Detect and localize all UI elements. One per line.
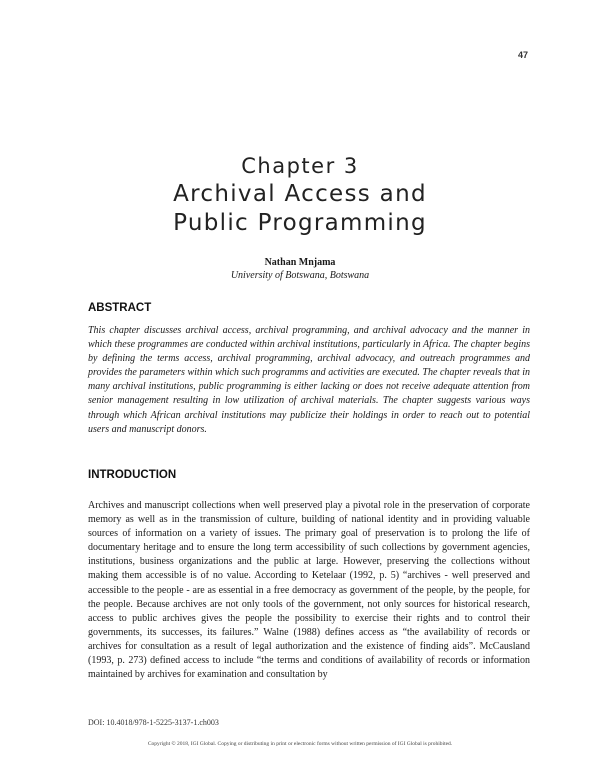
chapter-title [0,180,600,238]
chapter-title-line-2: Public Programming [173,210,427,236]
introduction-heading: INTRODUCTION [88,469,177,481]
page-number: 47 [517,50,528,60]
introduction-text: Archives and manuscript collections when well preserved play a pivotal role in the preservation of corporate memory as well as in the transmission of culture, building of national identity and in providing valuable sources of information on a variety of issues. The primary goal of preservation is to prolong the life of documentary heritage and to ensure the long term accessibility of such collections by government agencies, institutions, business organizations and the public at large. However, preserving the collections without making them accessible is of no value. According to Ketelaar (1992, p. 5) “archives - well preserved and accessible to the people - are as essential in a free democracy as government of the people, by the people, for the people. Because archives are not only tools of the government, not only sources for historical research, access to public archives gives the people the possibility to exercise their rights and to control their governments, its successes, its failures.” Walne (1988) defines access as “the availability of records or archives for consultation as a result of legal authorization and the existence of finding aids”. McCausland (1993, p. 273) defined access to include “the terms and conditions of availability of records or information maintained by archives for examination and consultation by [88,500,530,681]
author-name: Nathan Mnjama [264,257,336,268]
abstract-heading: ABSTRACT [88,302,152,314]
abstract-text: This chapter discusses archival access, archival programming, and archival advocacy and the manner in which these programmes are conducted within archival institutions, particularly in Africa. The chapter begins by defining the terms access, archival programming, archival advocacy, and outreach programmes and provides the parameters within which such programms and activities are executed. The chapter reveals that in many archival institutions, public programming is either lacking or does not receive adequate attention from senior management resulting in low utilization of archival materials. The chapter suggests various ways through which African archival institutions may publicize their holdings in order to reach out to potential users and manuscript donors. [88,325,530,435]
doi: DOI: 10.4018/978-1-5225-3137-1.ch003 [88,718,219,727]
author-affiliation: University of Botswana, Botswana [230,270,370,281]
chapter-title-line-1: Archival Access and [173,181,427,207]
chapter-label: Chapter 3 [241,154,359,178]
copyright-notice: Copyright © 2018, IGI Global. Copying or distributing in print or electronic forms without written permission of IGI Global is prohibited. [147,741,453,747]
author-block [0,256,600,282]
